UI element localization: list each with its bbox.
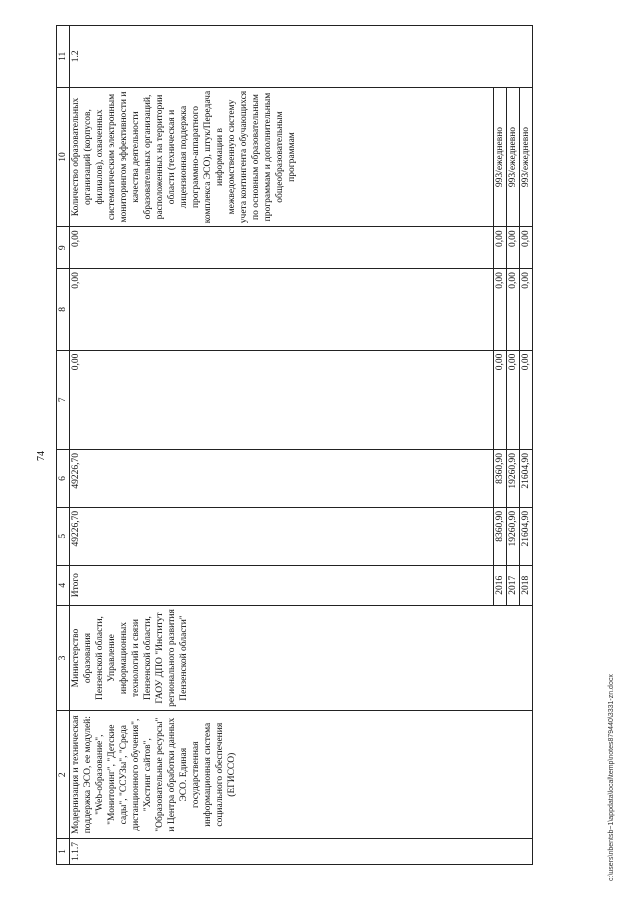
indicator-description: Количество образовательных организаций (корпусов, филиалов), охваченных систематическим электронным мониторингом эффективности и качества деятельности образовательных организаций, расположенных на территории области (техническая и лицензионная поддержка программно-аппаратного комплекса ЭСО), штук/Передача информации в межведомственную систему учета контингента обучающихся по основным образовательным программам и дополнительным общеобразовательным программам	[70, 87, 494, 227]
year-value: 0,00	[494, 269, 507, 351]
column-number: 10	[57, 87, 70, 227]
total-value: 49226,70	[70, 450, 494, 508]
column-number: 3	[57, 605, 70, 711]
year-value: 0,00	[494, 350, 507, 449]
year-value: 0,00	[494, 227, 507, 269]
year-value: 0,00	[520, 227, 533, 269]
column-number: 2	[57, 711, 70, 839]
year-value: 0,00	[507, 227, 520, 269]
year-value: 19260,90	[507, 507, 520, 565]
year-value: 8360,90	[494, 507, 507, 565]
reference: 1.2	[70, 26, 533, 88]
column-number-row	[57, 26, 70, 865]
year-indicator: 993/ежедневно	[507, 87, 520, 227]
total-value: 0,00	[70, 350, 494, 449]
total-value: 49226,70	[70, 507, 494, 565]
page-number: 74	[36, 451, 47, 461]
table-row	[70, 26, 494, 865]
year-value: 8360,90	[494, 450, 507, 508]
year-indicator: 993/ежедневно	[494, 87, 507, 227]
year-value: 19260,90	[507, 450, 520, 508]
column-number: 1	[57, 839, 70, 865]
column-number: 4	[57, 565, 70, 605]
file-path-footer: c:\users\nbentsb~1\appdata\local\temp\notes879440\3331-zn.docx	[608, 674, 615, 881]
year-value: 21604,90	[520, 450, 533, 508]
total-label: Итого	[70, 565, 494, 605]
row-number: 1.1.7	[70, 839, 533, 865]
program-table	[56, 25, 533, 865]
column-number: 8	[57, 269, 70, 351]
executor: Министерство образования Пензенской области, Управление информационных технологий и связи Пензенской области, ГАОУ ДПО "Институт регионального развития Пензенской области"	[70, 605, 533, 711]
total-value: 0,00	[70, 269, 494, 351]
year-value: 0,00	[507, 269, 520, 351]
year-indicator: 993/ежедневно	[520, 87, 533, 227]
year: 2018	[520, 565, 533, 605]
column-number: 6	[57, 450, 70, 508]
total-value: 0,00	[70, 227, 494, 269]
year: 2016	[494, 565, 507, 605]
year: 2017	[507, 565, 520, 605]
year-value: 0,00	[520, 269, 533, 351]
year-value: 0,00	[507, 350, 520, 449]
year-value: 0,00	[520, 350, 533, 449]
measure-name: Модернизация и техническая поддержка ЭСО, ее модулей: "Web-образование", "Мониторинг", "Детские сады", "ССУЗы", "Среда дистанционного обучения", "Хостинг сайтов", "Образовательные ресурсы" и Центра обработки данных ЭСО. Единая государственная информационная система социального обеспечения (ЕГИССО)	[70, 711, 533, 839]
column-number: 11	[57, 26, 70, 88]
column-number: 7	[57, 350, 70, 449]
year-value: 21604,90	[520, 507, 533, 565]
column-number: 5	[57, 507, 70, 565]
column-number: 9	[57, 227, 70, 269]
